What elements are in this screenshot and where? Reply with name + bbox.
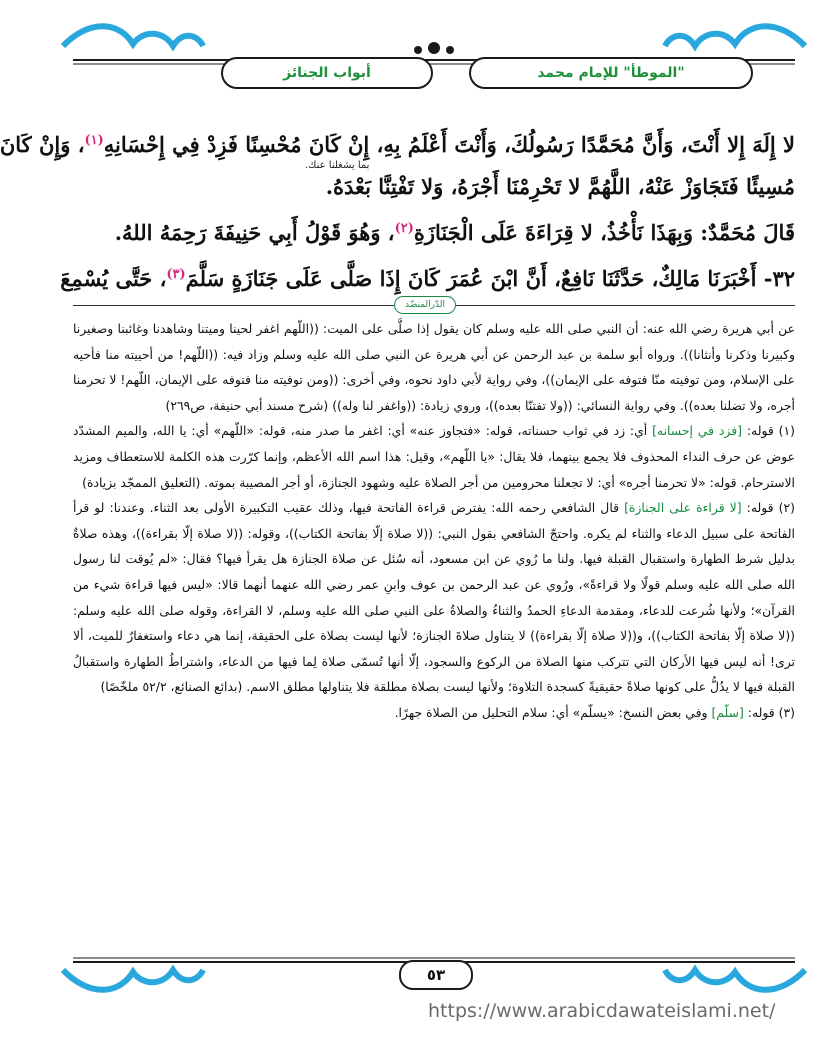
footnote-2-term: [لا قراءة على الجنازة] [624,500,742,516]
chapter-title: أبواب الجنائز [221,57,433,89]
main-text [0,120,795,300]
footnote-1: (١) قوله: [فزد في إحسانه] أي: زد في ثواب حسناته، قوله: «فتجاوز عنه» أي: اغفر ما صدر منه، قوله: «اللّهم» أي: يا الله، والميم المشدّد عوض عن حرف النداء المحذوف فلا يجمع بينهما، فلا يقال: «يا اللّهم»، وقيل: هذا اسم الله الأعظم، وإنما كرّرت هذه الكلمة للاستعطاف ومزيد الاسترحام. قوله: «لا تحرمنا أجره» أي: لا تجعلنا محرومين من أجر الصلاة عليه وشهود الجنازة، أو أجر المصيبة بموته. (التعليق الممجّد بزيادة) [73,423,795,490]
main-text-line-3: قَالَ مُحَمَّدٌ: وَبِهَذَا نَأْخُذُ، لا قِرَاءَةَ عَلَى الْجَنَازَةِ$^{(٢)}$، وَهُوَ قَوْلُ أَبِي حَنِيفَةَ رَحِمَهُ اللهُ. [114,220,795,245]
footnote-ref-1: (١) [84,133,104,148]
footnotes [73,316,795,726]
footnote-2: (٢) قوله: [لا قراءة على الجنازة] قال الشافعي رحمه الله: يفترض قراءة الفاتحة فيها، وذلك عقيب التكبيرة الأولى بعد الثناء. وعندنا: لو قرأ الفاتحة على سبيل الدعاء والثناء لم يكره. واحتجّ الشافعي بقول النبي: ((لا صلاة إلّا بفاتحة الكتاب))، وقوله: ((لا صلاة إلّا بقراءة))، وهذه صلاةٌ بدليل شرط الطهارة واستقبال القبلة فيها. ولنا ما رُوي عن ابن مسعود، أنه سُئل عن صلاة الجنازة هل يقرأ فيها؟ فقال: «لم يُوقت لنا رسول الله صلى الله عليه وسلم قولًا ولا قراءةً»، ورُوي عن عبد الرحمن بن عوف وابنِ عمر رضي الله عنهما أنهما قالا: «ليس فيها قراءة شيء من القرآن»؛ ولأنها شُرعت للدعاء، ومقدمة الدعاءِ الحمدُ والثناءُ والصلاةُ على النبي صلى الله عليه وسلم، لا القراءة، وقوله صلى الله عليه وسلم: ((لا صلاة إلّا بفاتحة الكتاب))، و((لا صلاة إلّا بقراءة)) لا يتناول صلاةَ الجنازة؛ لأنها ليست بصلاة على الحقيقة، إنما هي دعاء واستغفارٌ للميت، ألا ترى! أنه ليس فيها الأركان التي تتركب منها الصلاة من الركوع والسجود، إلّا أنها تُسمّى صلاة لِما فيها من الدعاء، واشتراطُ الطهارة واستقبالُ القبلة فيها لا يدُلُّ على كونها صلاةً حقيقيةً كسجدة التلاوة؛ ولأنها ليست بصلاة مطلقة فلا يتناولها مطلق الاسم. (بدائع الصنائع، ٥٢/٢ ملخّصًا) [73,500,795,695]
book-title: "الموطأ" للإمام محمد [469,57,753,89]
footnote-ref-2: (٢) [394,221,414,236]
footnote-ref-3: (٣) [166,267,186,282]
page-number: ٥٣ [399,960,473,990]
main-text-line-1: لا إِلَهَ إِلا أَنْتَ، وَأَنَّ مُحَمَّدًا رَسُولُكَ، وَأَنْتَ أَعْلَمُ بِهِ، إِنْ كَانَ مُحْسِنًا فَزِدْ فِي إِحْسَانِهِ$^{(١)}$، وَإِنْ كَانَ [0,132,795,157]
main-text-line-2: مُسِيئًا فَتَجَاوَزْ عَنْهُ، اللَّهُمَّ لا تَحْرِمْنَا أَجْرَهُ، وَلا تَفْتِنَّا بَعْدَهُ. [325,174,795,199]
footnotes-separator [73,298,795,312]
footnote-3-term: [سلّم] [711,704,744,720]
watermark-url: https://www.arabicdawateislami.net/ [428,1000,776,1022]
footnote-3: (٣) قوله: [سلّم] وفي بعض النسخ: «يسلّم» أي: سلام التحليل من الصلاة جهرًا. [394,704,795,720]
footnote-intro: عن أبي هريرة رضي الله عنه: أن النبي صلى الله عليه وسلم كان يقول إذا صلَّى على الميت: ((اللّهم اغفر لحينا وميتنا وشاهدنا وغائبنا وصغيرنا وكبيرنا وذكرنا وأنثانا)). ورواه أبو سلمة بن عبد الرحمن عن أبي هريرة عن النبي صلى الله عليه وسلم وزاد فيه: ((اللّهم! من أحييته منا فأحيه على الإسلام، ومن توفيته منّا فتوفه على الإيمان))، وفي رواية لأبي داود نحوه، وفي أخرى: ((ومن توفيته منا فتوفه على الإيمان، اللّهم! لا تحرمنا أجره، ولا تضلنا بعده)). وفي رواية النسائي: ((ولا تفتنّا بعده))، وروي زيادة: ((واغفر لنا وله)) (شرح مسند أبي حنيفة، ص٢٦٩) [73,321,795,413]
main-text-line-4: ٣٢- أَخْبَرَنَا مَالِكٌ، حَدَّثَنَا نَافِعٌ، أَنَّ ابْنَ عُمَرَ كَانَ إِذَا صَلَّى عَلَى جَنَازَةٍ سَلَّمَ$^{(٣)}$، حَتَّى يُسْمِعَ [60,266,795,291]
page-header [33,0,835,100]
interlinear-note: بما يشغلنا عنك. [305,160,370,171]
separator-label: الدّرالمنضّد [394,296,456,314]
footnote-1-term: [فزد في إحسانه] [652,423,743,439]
